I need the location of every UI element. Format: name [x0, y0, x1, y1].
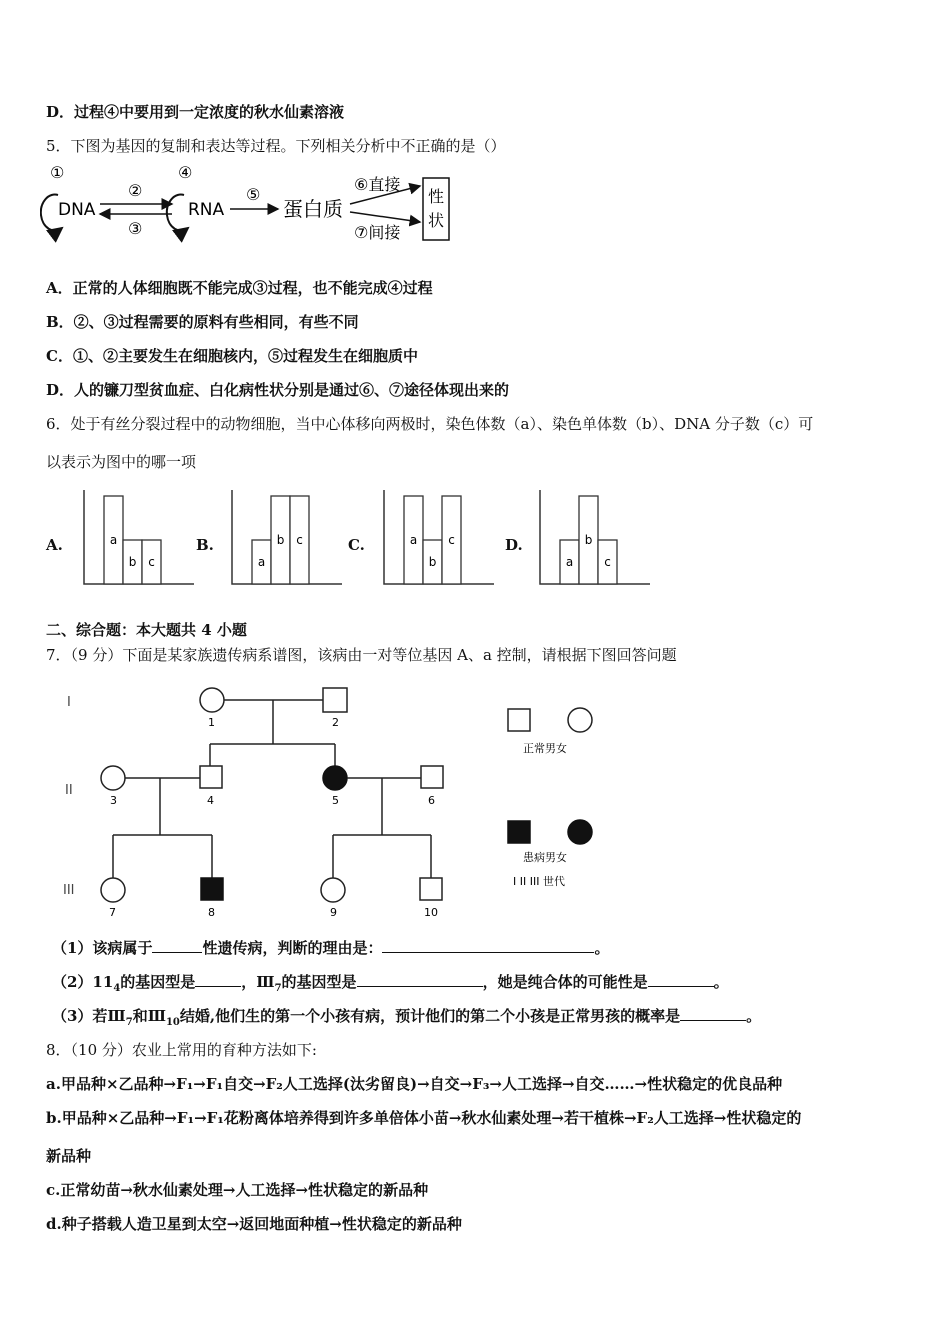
q5-option-a: A．正常的人体细胞既不能完成③过程，也不能完成④过程 — [46, 279, 433, 297]
legend-normal-female — [568, 708, 592, 732]
bar-label-b: b — [128, 555, 137, 569]
legend-normal-label: 正常男女 — [523, 742, 567, 755]
q5-stem: 5．下图为基因的复制和表达等过程。下列相关分析中不正确的是（） — [46, 137, 506, 155]
legend-affected-label: 患病男女 — [523, 851, 567, 864]
rna-label: RNA — [188, 200, 225, 220]
trait-bottom-label: 状 — [428, 211, 445, 230]
q7-sub2: $(2)11_4$的基因型是 ，$Ⅲ_7$的基因型是 ，她是纯合体的可能性是 。 — [52, 973, 729, 994]
q6-stem-line2: 以表示为图中的哪一项 — [46, 453, 197, 471]
gene-expression-diagram — [40, 160, 460, 250]
chart-label-c: C. — [348, 536, 365, 554]
chart-label-d: D. — [505, 536, 523, 554]
pedigree-chart — [55, 680, 615, 925]
bar-label-c: c — [604, 555, 611, 569]
individual-10 — [420, 878, 442, 900]
bar-label-a: a — [257, 555, 266, 569]
q8-method-d: d.种子搭载人造卫星到太空→返回地面种植→性状稳定的新品种 — [46, 1215, 462, 1233]
individual-4 — [200, 766, 222, 788]
protein-label: 蛋白质 — [283, 197, 343, 221]
bar-label-a: a — [109, 533, 118, 547]
bar-label-a: a — [565, 555, 574, 569]
q8-method-b-line2: 新品种 — [46, 1147, 92, 1165]
q6-stem-line1: 6．处于有丝分裂过程中的动物细胞，当中心体移向两极时，染色体数（a）、染色单体数（b）、DNA 分子数（c）可 — [46, 415, 814, 433]
individual-6 — [421, 766, 443, 788]
num-7: 7 — [109, 906, 116, 919]
dna-label: DNA — [58, 200, 96, 220]
individual-8 — [201, 878, 223, 900]
chart-label-a: A. — [46, 536, 63, 554]
chart-label-b: B. — [196, 536, 214, 554]
indirect-label: ⑦间接 — [354, 223, 401, 242]
num-6: 6 — [428, 794, 435, 807]
individual-2 — [323, 688, 347, 712]
q8-method-b-line1: b.甲品种×乙品种→F₁→F₁花粉离体培养得到许多单倍体小苗→秋水仙素处理→若干植株→F₂人工选择→性状稳定的 — [46, 1109, 802, 1127]
bar-label-c: c — [148, 555, 155, 569]
individual-3 — [101, 766, 125, 790]
num-3: 3 — [110, 794, 117, 807]
num-4: 4 — [207, 794, 214, 807]
q7-sub3: （3）若$Ⅲ_7$和$Ⅲ_{10}$结婚,他们生的第一个小孩有病，预计他们的第二个小孩是正常男孩的概率是 。 — [52, 1007, 762, 1028]
num-1: 1 — [208, 716, 215, 729]
q4-option-d: D．过程④中要用到一定浓度的秋水仙素溶液 — [46, 103, 345, 121]
trait-top-label: 性 — [428, 187, 445, 206]
bar-chart-c — [380, 488, 496, 590]
gen-label-1: I — [67, 695, 71, 710]
step-5-label: ⑤ — [246, 185, 261, 204]
legend-normal-male — [508, 709, 530, 731]
bar-label-a: a — [409, 533, 418, 547]
direct-label: ⑥直接 — [354, 175, 401, 194]
individual-7 — [101, 878, 125, 902]
legend-affected-female — [568, 820, 592, 844]
bar-chart-b — [228, 488, 344, 590]
num-8: 8 — [208, 906, 215, 919]
num-5: 5 — [332, 794, 339, 807]
q7-stem: 7．（9 分）下面是某家族遗传病系谱图，该病由一对等位基因 A、a 控制，请根据下图回答问题 — [46, 646, 677, 664]
legend-generations-label: I II III 世代 — [513, 875, 565, 888]
q8-stem: 8．（10 分）农业上常用的育种方法如下: — [46, 1041, 317, 1059]
bar-chart-d — [536, 488, 652, 590]
gen-label-2: II — [65, 783, 73, 798]
q8-method-a: a.甲品种×乙品种→F₁→F₁自交→F₂人工选择(汰劣留良)→自交→F₃→人工选择→自交……→性状稳定的优良品种 — [46, 1075, 783, 1093]
individual-9 — [321, 878, 345, 902]
num-10: 10 — [424, 906, 438, 919]
q5-option-c: C．①、②主要发生在细胞核内，⑤过程发生在细胞质中 — [46, 347, 418, 365]
q8-method-c: c.正常幼苗→秋水仙素处理→人工选择→性状稳定的新品种 — [46, 1181, 429, 1199]
step-3-label: ③ — [128, 219, 143, 238]
bar-label-c: c — [296, 533, 303, 547]
bar-label-b: b — [584, 533, 593, 547]
gen-label-3: III — [63, 883, 75, 898]
bar-chart-a — [80, 488, 196, 590]
bar-label-b: b — [276, 533, 285, 547]
individual-5 — [323, 766, 347, 790]
bar-label-b: b — [428, 555, 437, 569]
individual-1 — [200, 688, 224, 712]
step-1-label: ① — [50, 163, 65, 182]
num-2: 2 — [332, 716, 339, 729]
step-4-label: ④ — [178, 163, 193, 182]
legend-affected-male — [508, 821, 530, 843]
section-2-heading: 二、综合题：本大题共 4 小题 — [46, 621, 247, 639]
q5-option-b: B．②、③过程需要的原料有些相同，有些不同 — [46, 313, 359, 331]
bar-label-c: c — [448, 533, 455, 547]
q7-sub1: （1）该病属于 性遗传病，判断的理由是： 。 — [52, 939, 610, 957]
rna-replication-loop — [167, 195, 188, 231]
step-2-label: ② — [128, 181, 143, 200]
q5-option-d: D．人的镰刀型贫血症、白化病性状分别是通过⑥、⑦途径体现出来的 — [46, 381, 510, 399]
indirect-arrow — [350, 212, 420, 222]
num-9: 9 — [330, 906, 337, 919]
